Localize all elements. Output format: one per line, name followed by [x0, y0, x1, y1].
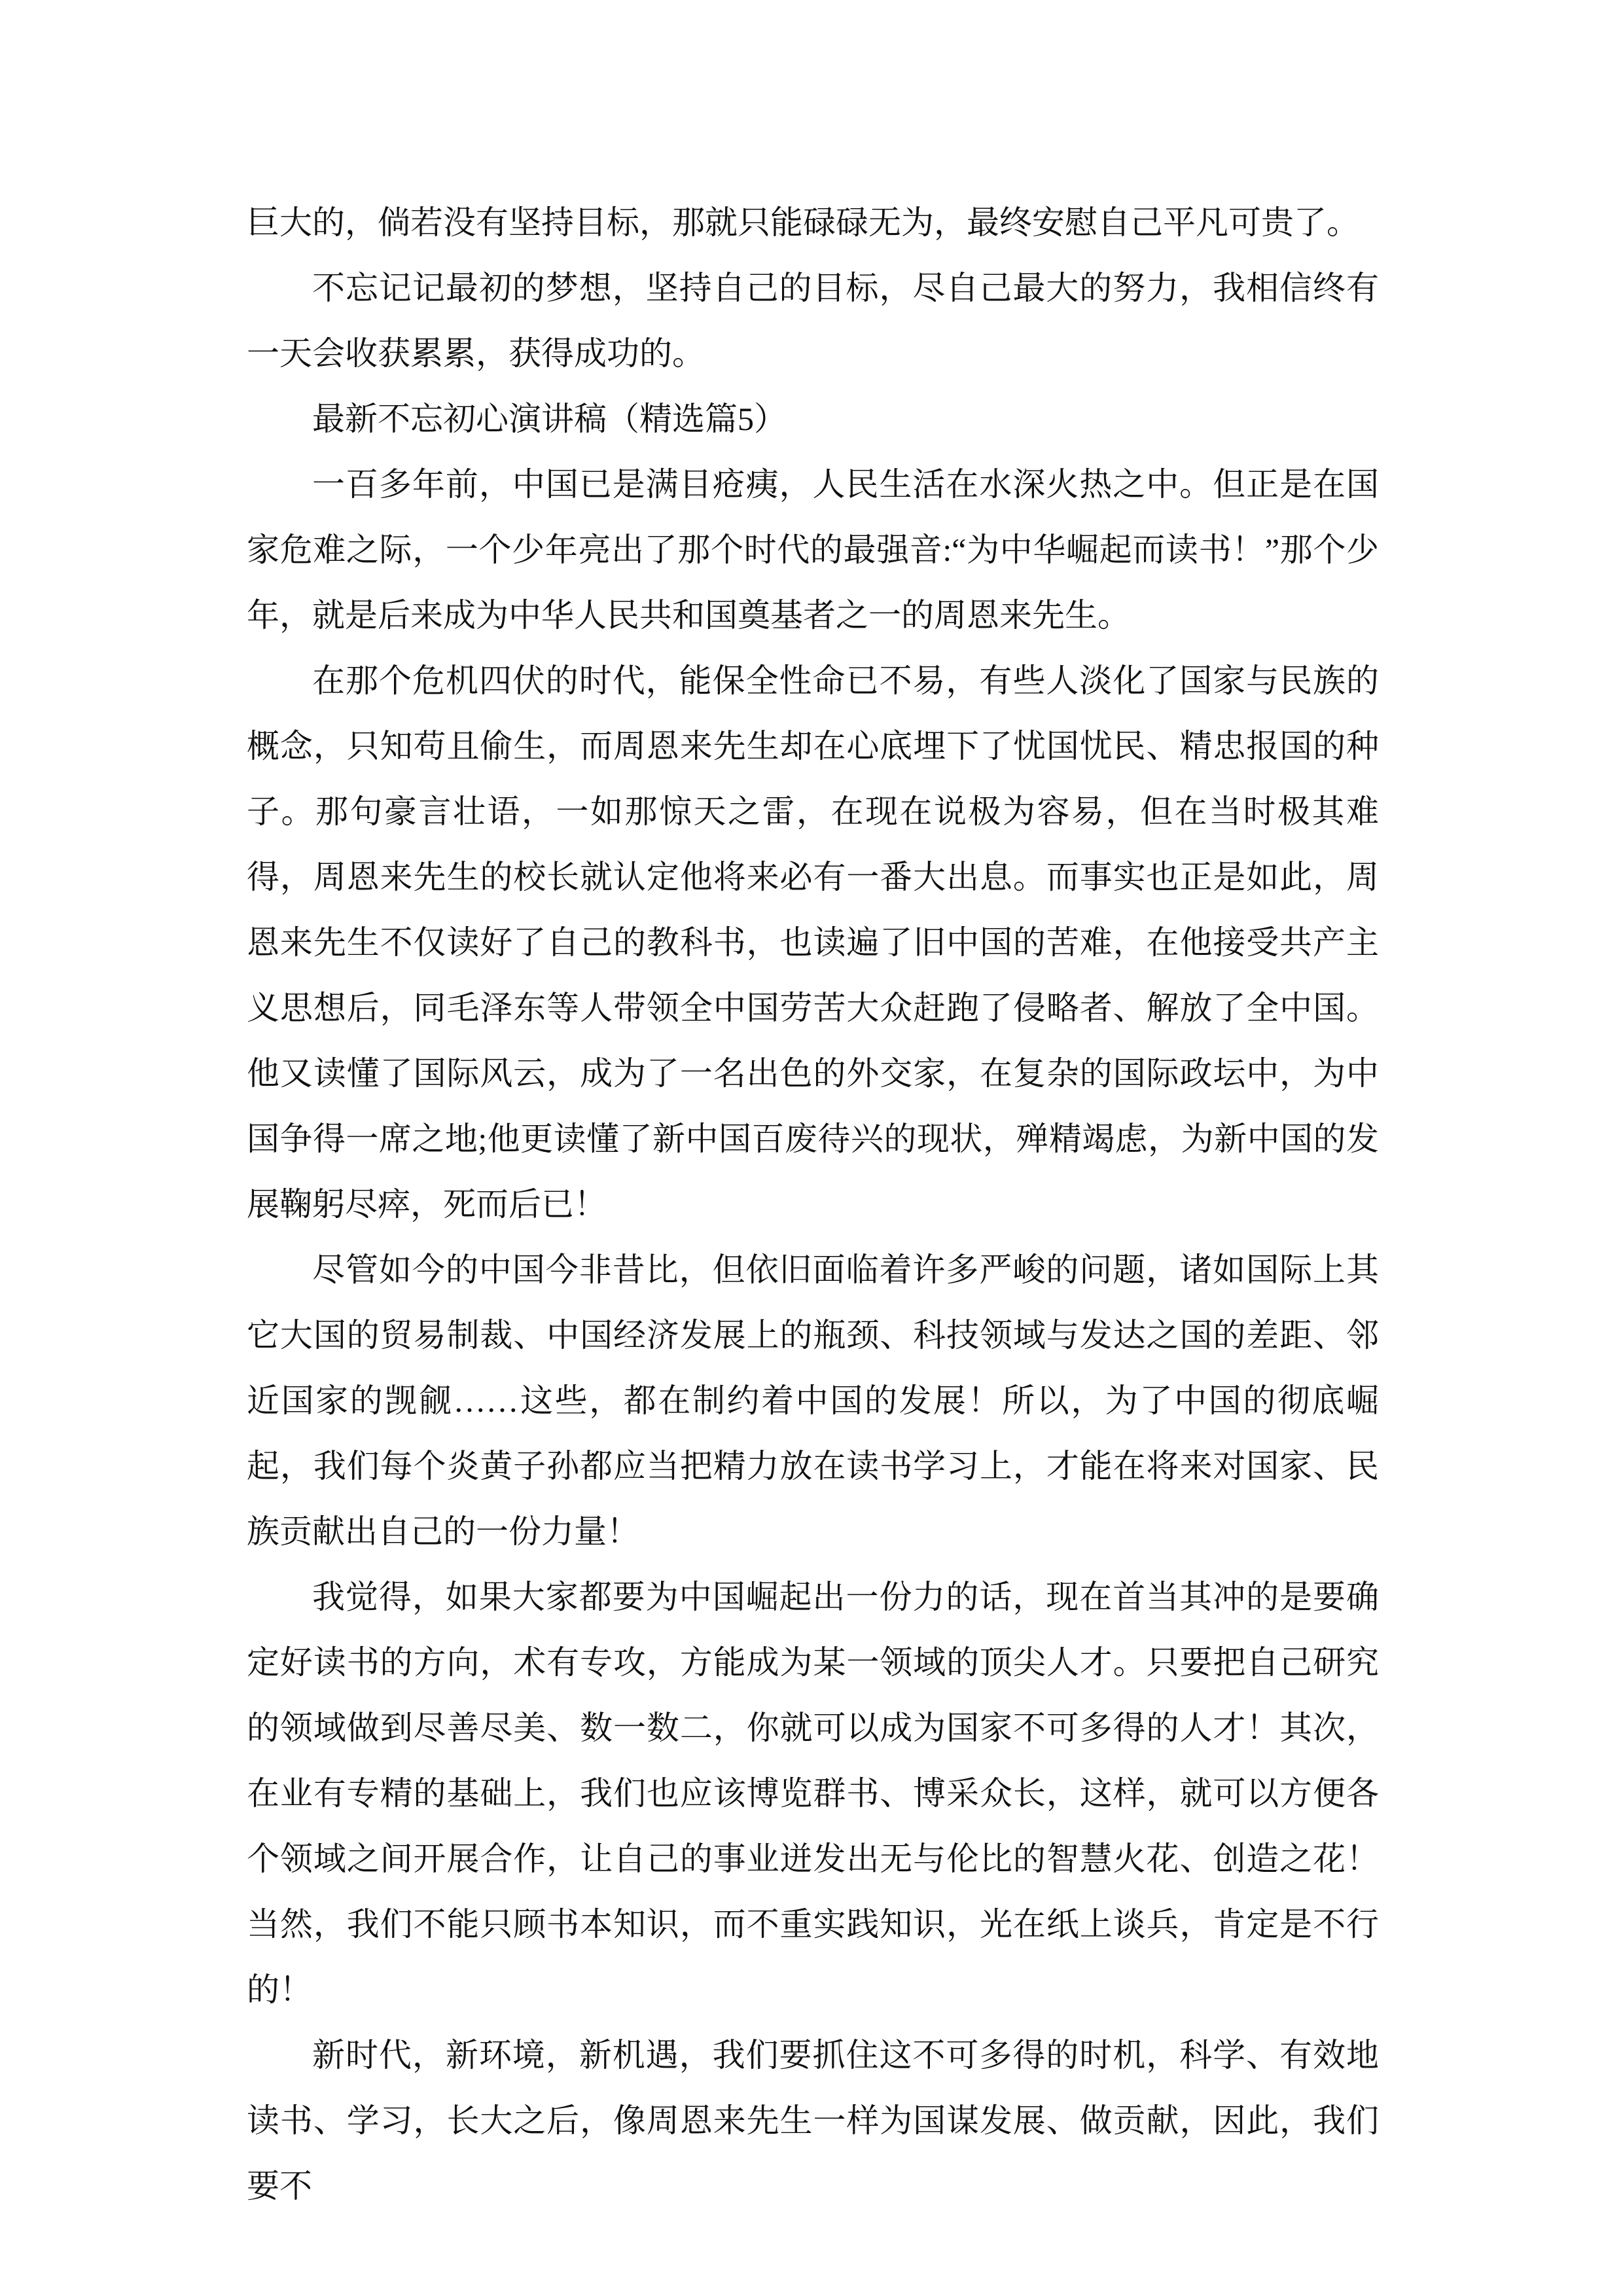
paragraph: 尽管如今的中国今非昔比，但依旧面临着许多严峻的问题，诸如国际上其它大国的贸易制裁、中国经济发展上的瓶颈、科技领域与发达之国的差距、邻近国家的觊觎……这些，都在制约着中国的发展！所以，为了中国的彻底崛起，我们每个炎黄子孙都应当把精力放在读书学习上，才能在将来对国家、民族贡献出自己的一份力量！	[247, 1251, 1379, 1550]
paragraph: 巨大的，倘若没有坚持目标，那就只能碌碌无为，最终安慰自己平凡可贵了。	[247, 204, 1359, 241]
paragraph: 新时代，新环境，新机遇，我们要抓住这不可多得的时机，科学、有效地读书、学习，长大之后，像周恩来先生一样为国谋发展、做贡献，因此，我们要不	[247, 2037, 1379, 2204]
section-heading: 最新不忘初心演讲稿（精选篇5）	[312, 401, 787, 437]
document-body	[247, 190, 1379, 2219]
paragraph: 在那个危机四伏的时代，能保全性命已不易，有些人淡化了国家与民族的概念，只知苟且偷生，而周恩来先生却在心底埋下了忧国忧民、精忠报国的种子。那句豪言壮语，一如那惊天之雷，在现在说极为容易，但在当时极其难得，周恩来先生的校长就认定他将来必有一番大出息。而事实也正是如此，周恩来先生不仅读好了自己的教科书，也读遍了旧中国的苦难，在他接受共产主义思想后，同毛泽东等人带领全中国劳苦大众赶跑了侵略者、解放了全中国。他又读懂了国际风云，成为了一名出色的外交家，在复杂的国际政坛中，为中国争得一席之地;他更读懂了新中国百废待兴的现状，殚精竭虑，为新中国的发展鞠躬尽瘁，死而后已！	[247, 662, 1379, 1223]
paragraph: 我觉得，如果大家都要为中国崛起出一份力的话，现在首当其冲的是要确定好读书的方向，术有专攻，方能成为某一领域的顶尖人才。只要把自己研究的领域做到尽善尽美、数一数二，你就可以成为国家不可多得的人才！其次，在业有专精的基础上，我们也应该博览群书、博采众长，这样，就可以方便各个领域之间开展合作，让自己的事业迸发出无与伦比的智慧火花、创造之花！当然，我们不能只顾书本知识，而不重实践知识，光在纸上谈兵，肯定是不行的！	[247, 1579, 1379, 2008]
paragraph: 一百多年前，中国已是满目疮痍，人民生活在水深火热之中。但正是在国家危难之际，一个少年亮出了那个时代的最强音:“为中华崛起而读书！”那个少年，就是后来成为中华人民共和国奠基者之一的周恩来先生。	[247, 466, 1379, 634]
paragraph: 不忘记记最初的梦想，坚持自己的目标，尽自己最大的努力，我相信终有一天会收获累累，获得成功的。	[247, 270, 1379, 372]
